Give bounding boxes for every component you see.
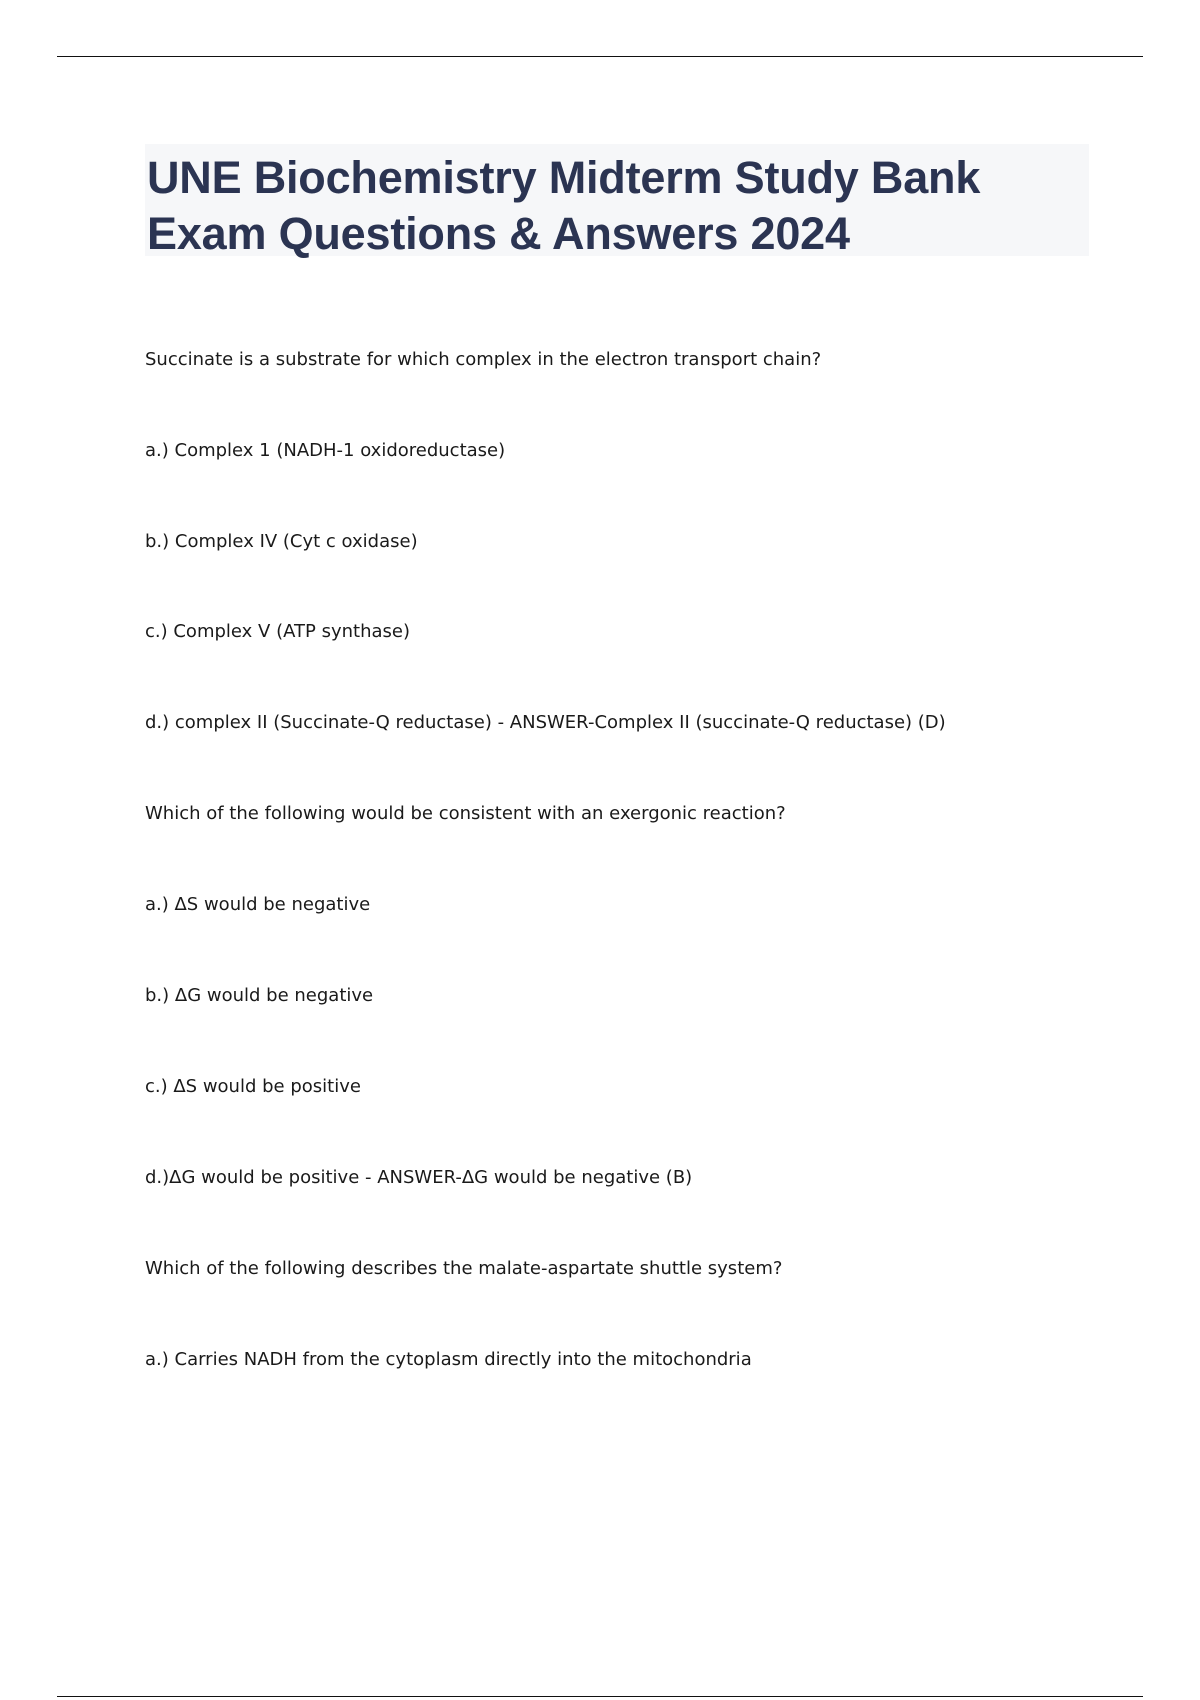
question-1-option-b: b.) Complex IV (Cyt c oxidase) — [145, 531, 418, 552]
question-2-option-a: a.) ΔS would be negative — [145, 894, 371, 915]
question-2-option-b: b.) ΔG would be negative — [145, 985, 374, 1006]
question-2-option-d-answer: d.)ΔG would be positive - ANSWER-ΔG would be negative (B) — [145, 1167, 693, 1188]
title-line-2: Exam Questions & Answers 2024 — [147, 208, 850, 259]
question-3: Which of the following describes the malate-aspartate shuttle system? — [145, 1258, 783, 1279]
question-2-option-c: c.) ΔS would be positive — [145, 1076, 361, 1097]
question-1-option-d-answer: d.) complex II (Succinate-Q reductase) - ANSWER-Complex II (succinate-Q reductase) (D) — [145, 712, 946, 733]
question-1-option-a: a.) Complex 1 (NADH-1 oxidoreductase) — [145, 440, 506, 461]
title-block — [145, 144, 1089, 259]
title-line-1: UNE Biochemistry Midterm Study Bank — [147, 152, 981, 203]
question-2: Which of the following would be consistent with an exergonic reaction? — [145, 803, 786, 824]
question-3-option-a: a.) Carries NADH from the cytoplasm directly into the mitochondria — [145, 1349, 752, 1370]
document-title — [145, 144, 1089, 262]
top-rule — [57, 56, 1143, 57]
question-1: Succinate is a substrate for which complex in the electron transport chain? — [145, 349, 822, 370]
bottom-rule — [57, 1696, 1143, 1697]
question-1-option-c: c.) Complex V (ATP synthase) — [145, 621, 410, 642]
